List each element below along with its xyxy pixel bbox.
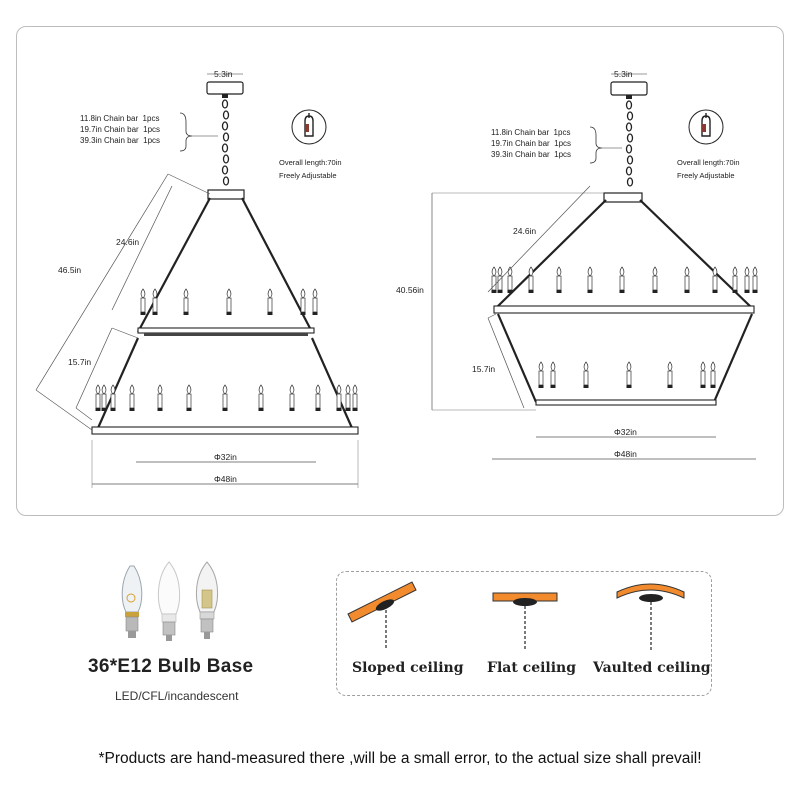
cfl-bulb-icon: [158, 562, 179, 641]
left-canopy-width-label: 5.3in: [214, 69, 233, 79]
left-chain-item: 39.3in Chain bar 1pcs: [80, 136, 161, 145]
ceiling-types-box: [336, 571, 712, 696]
sloped-ceiling-label: Sloped ceiling: [352, 660, 464, 676]
right-chain-item: 39.3in Chain bar 1pcs: [491, 150, 572, 159]
left-chain-item: 11.8in Chain bar 1pcs: [80, 114, 160, 123]
left-overall-length: Overall length:70in: [279, 158, 342, 167]
right-chain-item: 11.8in Chain bar 1pcs: [491, 128, 571, 137]
left-arm-length-label: 24.6in: [116, 237, 140, 247]
right-overall-length-note: [677, 156, 740, 182]
left-adjustable-note: Freely Adjustable: [279, 171, 337, 180]
right-total-height-label: 40.56in: [396, 285, 424, 295]
right-chain-item: 19.7in Chain bar 1pcs: [491, 139, 572, 148]
right-overall-length: Overall length:70in: [677, 158, 740, 167]
led-bulb-icon: [196, 562, 217, 639]
measurement-disclaimer: *Products are hand-measured there ,will be a small error, to the actual size shall prevail!: [98, 750, 702, 767]
right-lower-height-label: 15.7in: [472, 364, 496, 374]
bulb-illustrations: [122, 562, 217, 641]
left-large-diameter-label: Φ48in: [214, 474, 237, 484]
right-large-diameter-label: Φ48in: [614, 449, 637, 459]
left-chain-list: [80, 113, 160, 146]
right-canopy-width-label: 5.3in: [614, 69, 633, 79]
right-chain-list: [491, 127, 571, 160]
left-chain-item: 19.7in Chain bar 1pcs: [80, 125, 161, 134]
left-lower-height-label: 15.7in: [68, 357, 92, 367]
flat-ceiling-label: Flat ceiling: [487, 660, 577, 676]
left-total-height-label: 46.5in: [58, 265, 82, 275]
left-small-diameter-label: Φ32in: [214, 452, 237, 462]
bulb-base-title: 36*E12 Bulb Base: [88, 656, 254, 677]
left-overall-length-note: [279, 156, 342, 182]
right-arm-length-label: 24.6in: [513, 226, 537, 236]
right-adjustable-note: Freely Adjustable: [677, 171, 735, 180]
incandescent-bulb-icon: [122, 566, 142, 638]
right-chandelier-drawing: [432, 74, 758, 459]
right-small-diameter-label: Φ32in: [614, 427, 637, 437]
vaulted-ceiling-label: Vaulted ceiling: [593, 660, 711, 676]
bulb-types-label: LED/CFL/incandescent: [115, 689, 239, 703]
